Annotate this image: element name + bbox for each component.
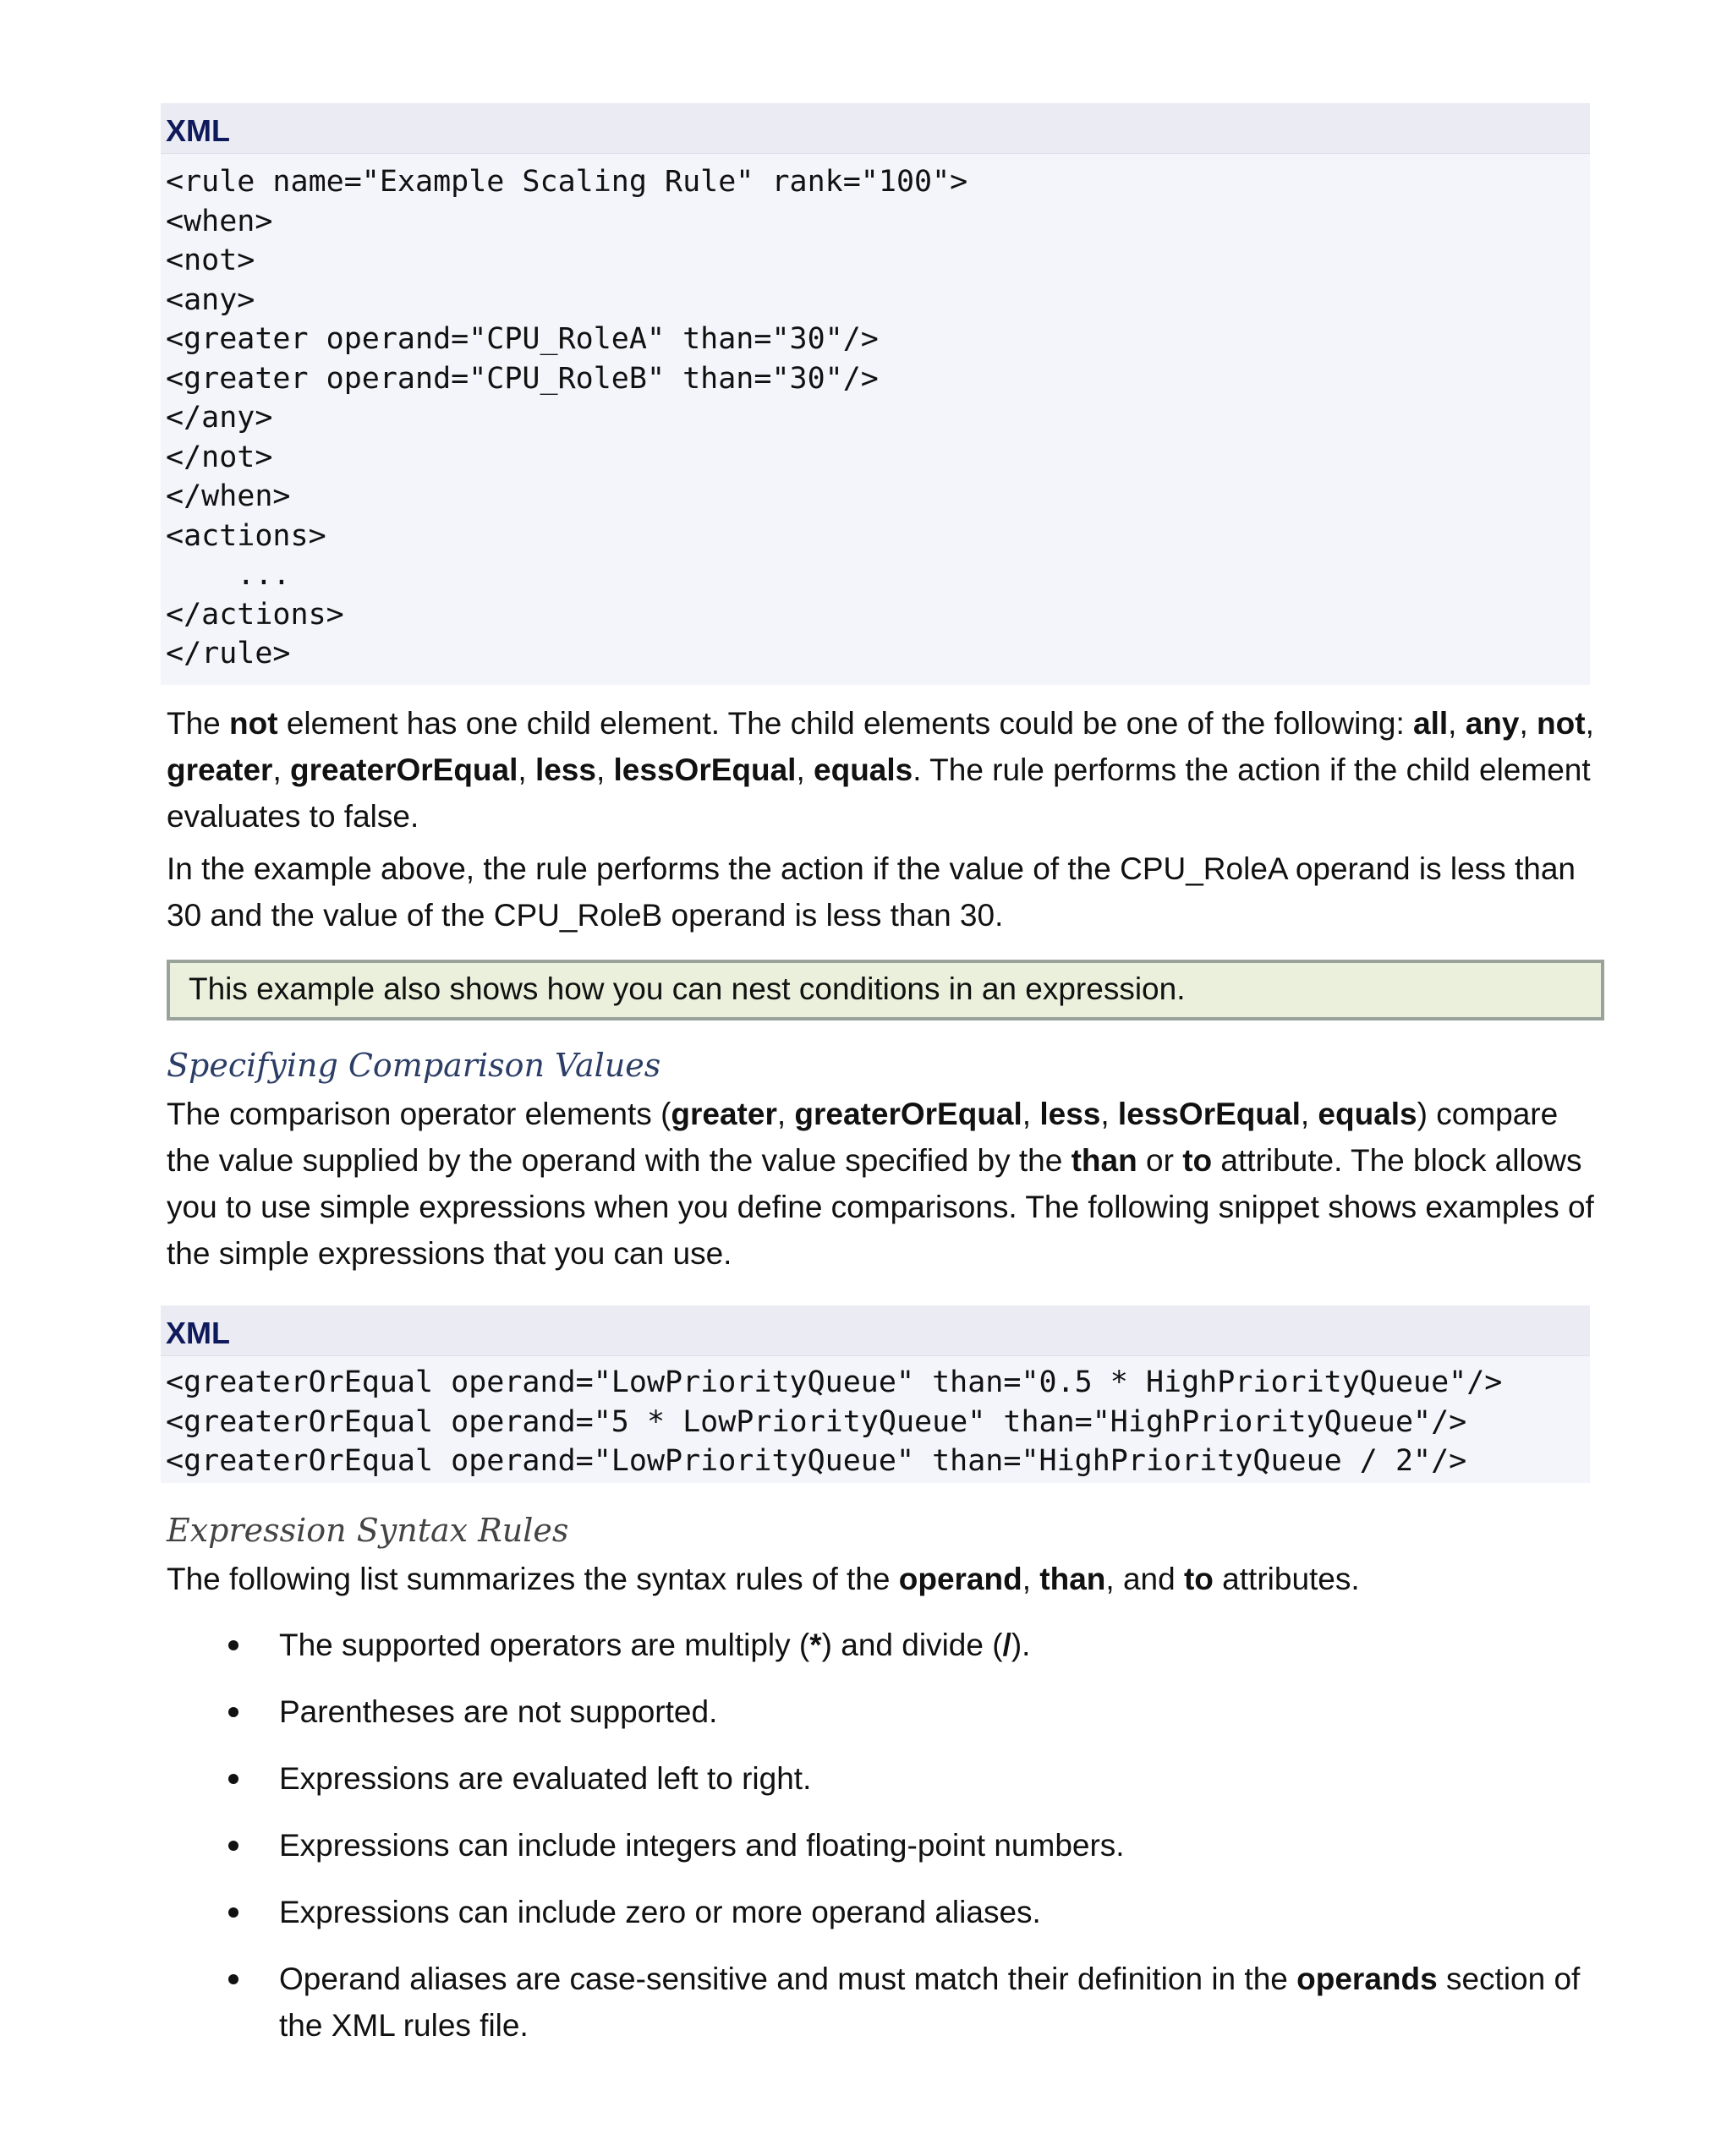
list-item-text: Expressions are evaluated left to right. — [279, 1761, 812, 1796]
bullet-icon — [228, 1907, 238, 1918]
term-to: to — [1183, 1562, 1214, 1596]
term-less: less — [1039, 1097, 1101, 1131]
term-any: any — [1465, 706, 1520, 741]
text: , — [1519, 706, 1537, 741]
text: . The rule performs the action if the child element evaluates to false. — [167, 752, 1591, 834]
operator-multiply: * — [809, 1628, 822, 1662]
text: The supported operators are multiply ( — [279, 1628, 810, 1662]
code-language-label: XML — [166, 1316, 230, 1350]
list-item-text: Expressions can include integers and floating-point numbers. — [279, 1828, 1125, 1863]
text: The — [167, 706, 230, 741]
term-operands: operands — [1296, 1962, 1438, 1996]
term-operand: operand — [898, 1562, 1022, 1596]
bullet-icon — [228, 1707, 238, 1717]
code-block-expressions — [161, 1305, 1590, 1483]
term-not: not — [229, 706, 278, 741]
term-greaterorequal: greaterOrEqual — [290, 752, 518, 787]
code-listing: <rule name="Example Scaling Rule" rank="100"> <when> <not> <any> <greater operand="CPU_RoleA" than="30"/> <greater operand="CPU_RoleB" than="30"/> </any> </not> </when> <actions> ... </actions> </rule> — [166, 165, 968, 670]
text: , — [1448, 706, 1466, 741]
text: The comparison operator elements ( — [167, 1097, 671, 1131]
text: , — [1022, 1097, 1040, 1131]
term-equals: equals — [814, 752, 913, 787]
text: ). — [1011, 1628, 1031, 1662]
term-than: than — [1071, 1143, 1137, 1178]
term-equals: equals — [1318, 1097, 1417, 1131]
term-all: all — [1413, 706, 1449, 741]
operator-divide: / — [1002, 1628, 1011, 1662]
list-item-text — [279, 1622, 1581, 1668]
text: , and — [1105, 1562, 1184, 1596]
code-block-rule — [161, 103, 1590, 685]
text: , — [595, 752, 614, 787]
bullet-icon — [228, 1841, 238, 1851]
text: ) compare the value supplied by the operand with the value specified by the — [167, 1097, 1559, 1178]
term-lessorequal: lessOrEqual — [1117, 1097, 1301, 1131]
term-than: than — [1039, 1562, 1106, 1596]
text: , — [272, 752, 291, 787]
term-to: to — [1182, 1143, 1213, 1178]
text: or — [1137, 1143, 1183, 1178]
term-greater: greater — [167, 752, 273, 787]
list-item-text: Expressions can include zero or more operand aliases. — [279, 1895, 1041, 1929]
text: section of the XML rules file. — [279, 1962, 1581, 2043]
text: , — [518, 752, 535, 787]
section-heading-expression-syntax: Expression Syntax Rules — [167, 1512, 569, 1549]
text: , — [1300, 1097, 1318, 1131]
code-listing: <greaterOrEqual operand="LowPriorityQueue" than="0.5 * HighPriorityQueue"/> <greaterOrEqual operand="5 * LowPriorityQueue" than="HighPriorityQueue"/> <greaterOrEqual operand="LowPriorityQueue" than="HighPriorityQueue / 2"/> — [166, 1365, 1503, 1478]
term-not: not — [1537, 706, 1586, 741]
code-language-label: XML — [166, 113, 230, 148]
bullet-icon — [228, 1640, 238, 1650]
term-lessorequal: lessOrEqual — [613, 752, 797, 787]
paragraph-comparison-operators — [167, 1091, 1604, 1277]
paragraph-example-explanation: In the example above, the rule performs the action if the value of the CPU_RoleA operand is less than 30 and the value of the CPU_RoleB operand is less than 30. — [167, 851, 1576, 933]
paragraph-syntax-summary — [167, 1556, 1604, 1602]
code-block-header — [161, 1305, 1590, 1356]
text: Operand aliases are case-sensitive and must match their definition in the — [279, 1962, 1297, 1996]
code-block-header — [161, 103, 1590, 154]
note-text: This example also shows how you can nest conditions in an expression. — [189, 971, 1186, 1006]
text: , — [1585, 706, 1594, 741]
text: , — [776, 1097, 795, 1131]
term-greater: greater — [671, 1097, 777, 1131]
bullet-icon — [228, 1974, 238, 1984]
text: The following list summarizes the syntax rules of the — [167, 1562, 899, 1596]
text: ) and divide ( — [821, 1628, 1003, 1662]
list-item-text — [279, 1956, 1581, 2049]
term-greaterorequal: greaterOrEqual — [794, 1097, 1022, 1131]
text: , — [1100, 1097, 1118, 1131]
text: attribute. The block allows you to use simple expressions when you define comparisons. The following snippet shows examples of the simple expressions that you can use. — [167, 1143, 1594, 1271]
text: , — [1022, 1562, 1040, 1596]
bullet-icon — [228, 1774, 238, 1784]
text: element has one child element. The child elements could be one of the following: — [277, 706, 1414, 741]
list-item-text: Parentheses are not supported. — [279, 1694, 718, 1729]
text: attributes. — [1213, 1562, 1360, 1596]
paragraph-not-element — [167, 700, 1604, 840]
text: , — [796, 752, 814, 787]
section-heading-comparison-values: Specifying Comparison Values — [167, 1047, 661, 1084]
term-less: less — [534, 752, 596, 787]
note-box — [167, 960, 1604, 1021]
